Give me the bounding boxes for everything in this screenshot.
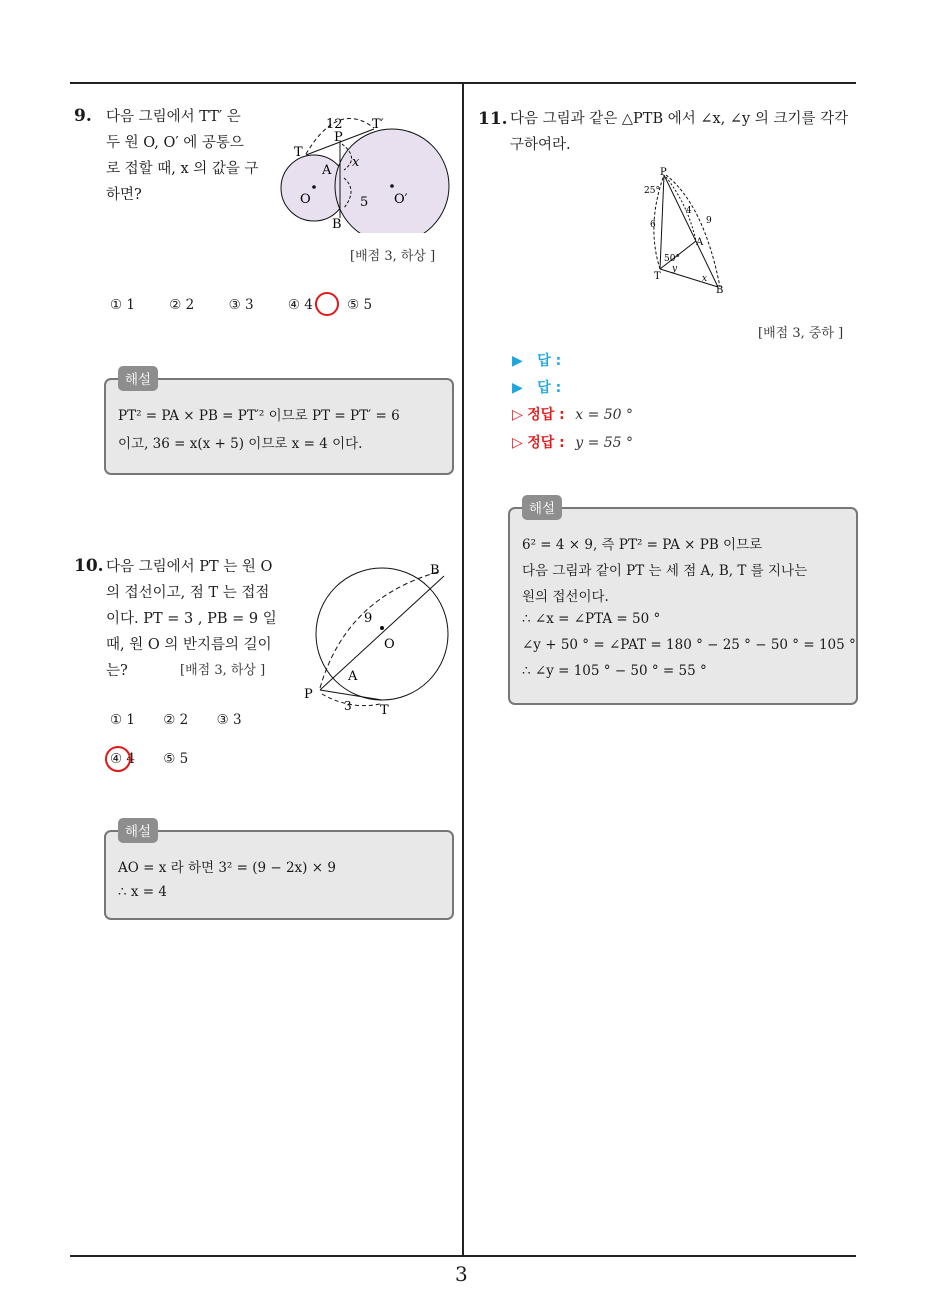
- q11-solution-line: 6² = 4 × 9, 즉 PT² = PA × PB 이므로: [522, 537, 763, 553]
- q11-solution-line: 원의 접선이다.: [522, 589, 609, 605]
- q11-solution-line: ∴ ∠y = 105 ° − 50 ° = 55 °: [522, 663, 707, 679]
- q10-figure: [298, 558, 458, 718]
- label-6: 6: [650, 220, 656, 230]
- q10-solution-tag: 해설: [118, 818, 158, 843]
- triangle-icon: ▶: [512, 380, 523, 396]
- q9-score: [배점 3, 하상 ]: [350, 249, 436, 264]
- choice-4[interactable]: ④ 4: [287, 297, 313, 313]
- point-o: [312, 185, 316, 189]
- q10-line: 때, 원 O 의 반지름의 길이: [106, 637, 272, 653]
- q11-figure: [638, 165, 738, 295]
- choice-3[interactable]: ③ 3: [216, 712, 242, 728]
- column-divider: [462, 84, 464, 1256]
- label-p: P: [304, 687, 313, 702]
- dash-arc-9: [320, 572, 438, 688]
- choice-2[interactable]: ② 2: [169, 297, 195, 313]
- answer-label: 답 :: [537, 380, 562, 396]
- q10-number: 10.: [74, 556, 104, 576]
- q10-line: 다음 그림에서 PT 는 원 O: [106, 559, 273, 575]
- page-number: 3: [455, 1262, 468, 1286]
- choice-2[interactable]: ② 2: [163, 712, 189, 728]
- point-o-prime: [390, 184, 394, 188]
- q10-line: 는?: [106, 663, 128, 679]
- label-y: y: [672, 264, 678, 274]
- circle-o: [316, 568, 448, 700]
- point-o: [380, 626, 384, 630]
- q9-line: 로 접할 때, x 의 값을 구: [106, 161, 259, 177]
- label-t: T: [380, 703, 389, 718]
- answer-label: 답 :: [537, 353, 562, 369]
- q9-text: [106, 104, 276, 208]
- segment-tb: [660, 269, 718, 287]
- correct-label: 정답 :: [527, 407, 565, 423]
- q9-solution-box: [104, 378, 454, 475]
- q11-text: [510, 106, 860, 158]
- q9-number: 9.: [74, 106, 92, 126]
- q11-solution-tag: 해설: [522, 495, 562, 520]
- label-b: B: [430, 563, 440, 578]
- label-o-prime: O′: [394, 192, 408, 207]
- q11-solution-line: 다음 그림과 같이 PT 는 세 점 A, B, T 를 지나는: [522, 563, 808, 579]
- label-9: 9: [364, 611, 373, 626]
- correct-value: x = 50 °: [575, 407, 634, 423]
- q10-score: [배점 3, 하상 ]: [180, 663, 266, 678]
- label-p: P: [334, 130, 343, 145]
- label-12: 12: [326, 117, 343, 132]
- q10-choices-row1: [110, 712, 272, 728]
- label-b: B: [716, 285, 724, 295]
- q9-solution-line: 이고, 36 = x(x + 5) 이므로 x = 4 이다.: [118, 436, 363, 452]
- q11-solution-line: ∴ ∠x = ∠PTA = 50 °: [522, 611, 661, 627]
- q10-line: 의 접선이고, 점 T 는 접점: [106, 585, 270, 601]
- label-t: T: [654, 271, 661, 282]
- q9-line: 하면?: [106, 187, 142, 203]
- choice-5[interactable]: ⑤ 5: [347, 297, 373, 313]
- label-x: x: [702, 274, 708, 284]
- triangle-outline-icon: ▷: [512, 435, 523, 451]
- choice-3[interactable]: ③ 3: [228, 297, 254, 313]
- label-a: A: [322, 163, 332, 178]
- label-50: 50°: [664, 254, 680, 264]
- label-b: B: [332, 217, 342, 232]
- answer-row-1: [512, 350, 561, 370]
- q9-choices: [110, 297, 402, 313]
- correct-row-2: [512, 432, 633, 452]
- q9-line: 다음 그림에서 TT′ 은: [106, 109, 241, 125]
- q11-solution-line: ∠y + 50 ° = ∠PAT = 180 ° − 25 ° − 50 ° = 105 °: [522, 637, 856, 653]
- label-25: 25°: [644, 186, 660, 196]
- triangle-outline-icon: ▷: [512, 407, 523, 423]
- q11-line: 구하여라.: [510, 137, 571, 153]
- q9-solution-tag: 해설: [118, 366, 158, 391]
- q11-line: 다음 그림과 같은 △PTB 에서 ∠x, ∠y 의 크기를 각각: [510, 111, 849, 127]
- label-5: 5: [360, 195, 369, 210]
- correct-label: 정답 :: [527, 435, 565, 451]
- correct-row-1: [512, 404, 633, 424]
- selected-answer-mark: [315, 292, 339, 316]
- choice-4[interactable]: ④ 4: [110, 751, 135, 767]
- selected-answer-mark: [105, 746, 131, 772]
- q9-line: 두 원 O, O′ 에 공통으: [106, 135, 244, 151]
- label-o: O: [300, 192, 311, 207]
- q11-number: 11.: [478, 109, 508, 129]
- answer-row-2: [512, 377, 561, 397]
- q9-figure: [278, 108, 458, 233]
- choice-1[interactable]: ① 1: [110, 297, 135, 313]
- label-a: A: [696, 237, 704, 248]
- label-a: A: [348, 669, 358, 684]
- label-3: 3: [344, 699, 352, 713]
- triangle-icon: ▶: [512, 353, 523, 369]
- q11-solution-box: [508, 507, 858, 705]
- secant-pb: [320, 576, 444, 690]
- label-t-prime: T′: [372, 117, 384, 132]
- choice-5[interactable]: ⑤ 5: [163, 751, 189, 767]
- label-p: P: [660, 167, 667, 178]
- label-4: 4: [686, 206, 692, 216]
- q9-solution-line: PT² = PA × PB = PT′² 이므로 PT = PT′ = 6: [118, 408, 400, 424]
- q10-solution-line: ∴ x = 4: [118, 884, 167, 900]
- q10-solution-box: [104, 830, 454, 920]
- bottom-rule: [70, 1255, 856, 1257]
- correct-value: y = 55 °: [575, 435, 634, 451]
- circle-o-prime: [335, 129, 449, 233]
- q11-score: [배점 3, 중하 ]: [758, 326, 844, 341]
- q10-line: 이다. PT = 3 , PB = 9 일: [106, 611, 277, 627]
- label-o: O: [384, 637, 395, 652]
- choice-1[interactable]: ① 1: [110, 712, 135, 728]
- label-9: 9: [706, 216, 712, 226]
- label-x: x: [352, 155, 360, 170]
- q10-solution-line: AO = x 라 하면 3² = (9 − 2x) × 9: [118, 860, 336, 876]
- label-t: T: [294, 145, 303, 160]
